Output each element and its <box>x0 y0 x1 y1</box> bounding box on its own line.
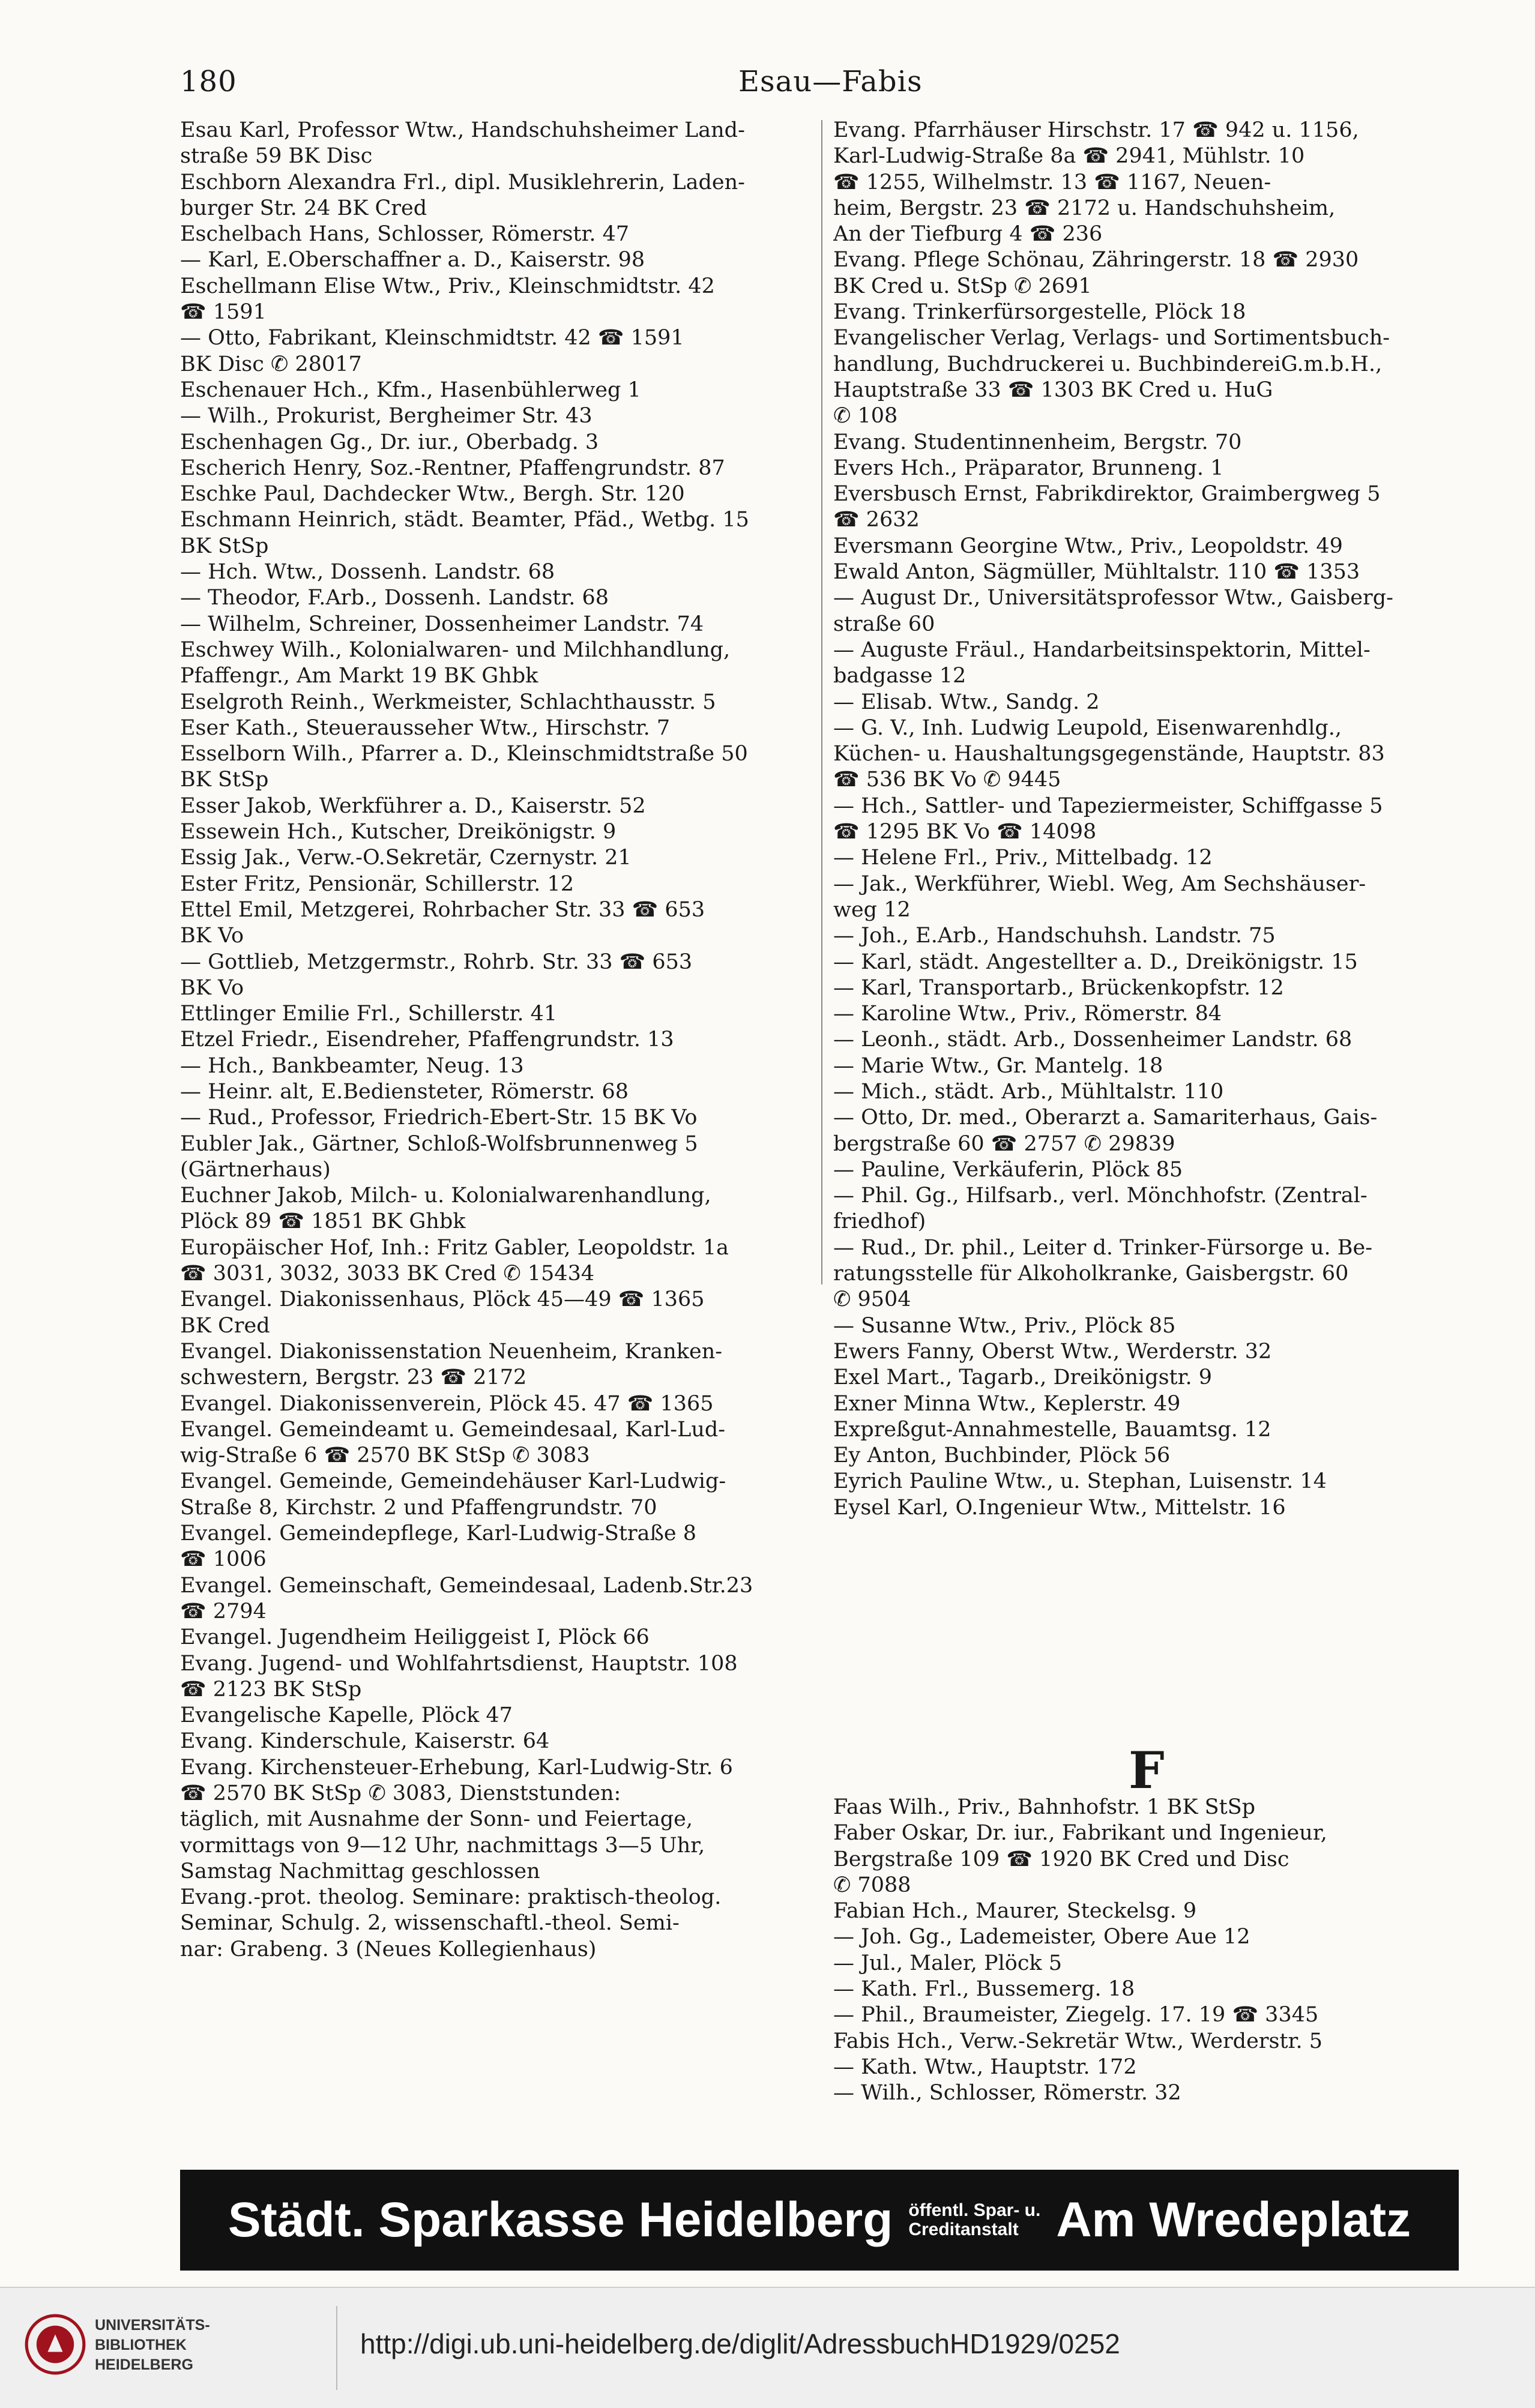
right-column-entry: bergstraße 60 ☎ 2757 ✆ 29839 <box>833 1131 1175 1156</box>
logo-text <box>95 2316 210 2375</box>
f-section-entry: — Jul., Maler, Plöck 5 <box>833 1951 1063 1975</box>
left-column-entry: Eser Kath., Steuerausseher Wtw., Hirschstr. 7 <box>180 715 671 740</box>
left-column-entry: BK Disc ✆ 28017 <box>180 352 362 376</box>
left-column-entry: — Wilhelm, Schreiner, Dossenheimer Landstr. 74 <box>180 612 704 636</box>
column-divider <box>821 120 822 1284</box>
left-column-entry: Plöck 89 ☎ 1851 BK Ghbk <box>180 1209 466 1234</box>
right-column-entry: Ey Anton, Buchbinder, Plöck 56 <box>833 1443 1171 1468</box>
left-column-entry: BK Vo <box>180 924 244 948</box>
left-column-entry: burger Str. 24 BK Cred <box>180 196 427 220</box>
left-column-entry: BK StSp <box>180 768 269 792</box>
right-column-entry: ☎ 2632 <box>833 508 920 532</box>
right-column-entry: — August Dr., Universitätsprofessor Wtw., Gaisberg- <box>833 586 1393 610</box>
advertisement-banner <box>180 2170 1459 2271</box>
left-column-entry: (Gärtnerhaus) <box>180 1157 331 1182</box>
left-column-entry: Ester Fritz, Pensionär, Schillerstr. 12 <box>180 871 574 896</box>
banner-address: Am Wredeplatz <box>1056 2193 1411 2247</box>
right-column-entry: weg 12 <box>833 897 911 922</box>
right-column-entry: — Pauline, Verkäuferin, Plöck 85 <box>833 1157 1183 1182</box>
f-section-entry: — Joh. Gg., Lademeister, Obere Aue 12 <box>833 1925 1250 1949</box>
left-column-entry: Essig Jak., Verw.-O.Sekretär, Czernystr. 21 <box>180 846 632 870</box>
banner-sub-line-1: öffentl. Spar- u. <box>908 2200 1041 2220</box>
left-column-entry: Eschwey Wilh., Kolonialwaren- und Milchhandlung, <box>180 637 731 662</box>
left-column-entry: BK StSp <box>180 534 269 558</box>
right-column-entry: ✆ 108 <box>833 404 898 429</box>
left-column-entry: Ettlinger Emilie Frl., Schillerstr. 41 <box>180 1002 558 1026</box>
left-column-entry: vormittags von 9—12 Uhr, nachmittags 3—5 Uhr, <box>180 1833 705 1858</box>
left-column-entry: Ettel Emil, Metzgerei, Rohrbacher Str. 33 ☎ 653 <box>180 897 705 922</box>
right-column-entry: Küchen- u. Haushaltungsgegenstände, Hauptstr. 83 <box>833 742 1385 766</box>
f-section-entry: Faber Oskar, Dr. iur., Fabrikant und Ingenieur, <box>833 1821 1327 1846</box>
right-column-entry: — Jak., Werkführer, Wiebl. Weg, Am Sechshäuser- <box>833 871 1366 896</box>
f-section-entry: — Phil., Braumeister, Ziegelg. 17. 19 ☎ 3345 <box>833 2003 1319 2027</box>
left-column-entry: Eschke Paul, Dachdecker Wtw., Bergh. Str. 120 <box>180 482 685 507</box>
right-column-entry: — Karoline Wtw., Priv., Römerstr. 84 <box>833 1002 1222 1026</box>
right-column-entry: — G. V., Inh. Ludwig Leupold, Eisenwarenhdlg., <box>833 715 1342 740</box>
left-column-entry: Eschenauer Hch., Kfm., Hasenbühlerweg 1 <box>180 378 641 402</box>
left-column-entry: Pfaffengr., Am Markt 19 BK Ghbk <box>180 664 538 688</box>
right-column-entry: Evang. Studentinnenheim, Bergstr. 70 <box>833 430 1242 454</box>
right-column-entry: Evers Hch., Präparator, Brunneng. 1 <box>833 456 1224 480</box>
left-column-entry: Evangel. Gemeinschaft, Gemeindesaal, Ladenb.Str.23 <box>180 1573 753 1598</box>
right-column-entry: Exner Minna Wtw., Keplerstr. 49 <box>833 1391 1181 1416</box>
left-column-entry: BK Cred <box>180 1313 270 1338</box>
left-column-entry: Evangel. Diakonissenhaus, Plöck 45—49 ☎ 1365 <box>180 1287 705 1312</box>
left-column-entry: Eselgroth Reinh., Werkmeister, Schlachthausstr. 5 <box>180 690 716 714</box>
left-column-entry: Eschenhagen Gg., Dr. iur., Oberbadg. 3 <box>180 430 599 454</box>
footer-divider <box>336 2306 337 2390</box>
right-column-entry: friedhof) <box>833 1209 926 1234</box>
logo-line-3: HEIDELBERG <box>95 2356 193 2373</box>
left-column-entry: Seminar, Schulg. 2, wissenschaftl.-theol. Semi- <box>180 1911 680 1936</box>
left-column-entry: Evangel. Diakonissenverein, Plöck 45. 47 ☎ 1365 <box>180 1391 714 1416</box>
left-column-entry: Evang. Kirchensteuer-Erhebung, Karl-Ludwig-Str. 6 <box>180 1755 733 1780</box>
university-library-logo-icon <box>24 2313 86 2376</box>
left-column-entry: Esau Karl, Professor Wtw., Handschuhsheimer Land- <box>180 118 745 142</box>
right-column-entry: Evang. Pflege Schönau, Zähringerstr. 18 ☎ 2930 <box>833 248 1359 272</box>
library-footer <box>0 2287 1535 2408</box>
right-column-entry: — Rud., Dr. phil., Leiter d. Trinker-Fürsorge u. Be- <box>833 1235 1373 1260</box>
left-column-entry: — Heinr. alt, E.Bediensteter, Römerstr. 68 <box>180 1079 629 1104</box>
left-column-entry: Evangel. Gemeindepflege, Karl-Ludwig-Straße 8 <box>180 1522 697 1546</box>
right-column-entry: — Karl, Transportarb., Brückenkopfstr. 12 <box>833 975 1284 1000</box>
right-column-entry: — Helene Frl., Priv., Mittelbadg. 12 <box>833 846 1213 870</box>
right-column-entry: Eversmann Georgine Wtw., Priv., Leopoldstr. 49 <box>833 534 1343 558</box>
left-column-entry: Evangelische Kapelle, Plöck 47 <box>180 1703 513 1728</box>
right-column-entry: Ewald Anton, Sägmüller, Mühltalstr. 110 ☎ 1353 <box>833 560 1360 585</box>
right-column-entry: An der Tiefburg 4 ☎ 236 <box>833 222 1103 247</box>
left-column-entry: Eubler Jak., Gärtner, Schloß-Wolfsbrunnenweg 5 <box>180 1131 698 1156</box>
right-column-entry: ✆ 9504 <box>833 1287 911 1312</box>
right-column-entry: Evang. Pfarrhäuser Hirschstr. 17 ☎ 942 u. 1156, <box>833 118 1359 142</box>
right-column-entry: — Susanne Wtw., Priv., Plöck 85 <box>833 1313 1176 1338</box>
left-column-entry: täglich, mit Ausnahme der Sonn- und Feiertage, <box>180 1807 693 1832</box>
left-column-entry: — Otto, Fabrikant, Kleinschmidtstr. 42 ☎ 1591 <box>180 326 684 351</box>
logo-line-1: UNIVERSITÄTS- <box>95 2317 210 2334</box>
left-column-entry: Evangel. Gemeindeamt u. Gemeindesaal, Karl-Lud- <box>180 1417 726 1442</box>
left-column-entry: Evangel. Diakonissenstation Neuenheim, Kranken- <box>180 1339 723 1364</box>
left-column-entry: — Hch., Bankbeamter, Neug. 13 <box>180 1053 524 1078</box>
left-column-entry: ☎ 3031, 3032, 3033 BK Cred ✆ 15434 <box>180 1262 595 1286</box>
left-column-entry: Eschborn Alexandra Frl., dipl. Musiklehrerin, Laden- <box>180 170 745 194</box>
right-column-entry: Expreßgut-Annahmestelle, Bauamtsg. 12 <box>833 1417 1271 1442</box>
running-title: Esau—Fabis <box>738 65 923 98</box>
right-column-entry: BK Cred u. StSp ✆ 2691 <box>833 274 1092 298</box>
left-column-entry: straße 59 BK Disc <box>180 144 373 169</box>
right-column-entry: Evang. Trinkerfürsorgestelle, Plöck 18 <box>833 300 1246 325</box>
left-column-entry: wig-Straße 6 ☎ 2570 BK StSp ✆ 3083 <box>180 1443 590 1468</box>
right-column-entry: — Leonh., städt. Arb., Dossenheimer Landstr. 68 <box>833 1028 1353 1052</box>
right-column-entry: straße 60 <box>833 612 935 636</box>
right-column-entry: — Otto, Dr. med., Oberarzt a. Samariterhaus, Gais- <box>833 1106 1378 1130</box>
right-column <box>833 118 1479 1521</box>
f-section-entry: Faas Wilh., Priv., Bahnhofstr. 1 BK StSp <box>833 1795 1256 1819</box>
left-column-entry: — Theodor, F.Arb., Dossenh. Landstr. 68 <box>180 586 609 610</box>
right-column-entry: — Mich., städt. Arb., Mühltalstr. 110 <box>833 1079 1224 1104</box>
right-column-entry: — Marie Wtw., Gr. Mantelg. 18 <box>833 1053 1163 1078</box>
right-column-entry: — Phil. Gg., Hilfsarb., verl. Mönchhofstr. (Zentral- <box>833 1184 1368 1208</box>
page-number: 180 <box>180 65 237 98</box>
left-column-entry: — Gottlieb, Metzgermstr., Rohrb. Str. 33 ☎ 653 <box>180 950 693 974</box>
banner-name: Städt. Sparkasse Heidelberg <box>228 2193 893 2247</box>
source-url-link[interactable]: http://digi.ub.uni-heidelberg.de/diglit/AdressbuchHD1929/0252 <box>360 2328 1120 2359</box>
left-column-entry: Evangel. Jugendheim Heiliggeist I, Plöck 66 <box>180 1625 650 1650</box>
left-column-entry: Essewein Hch., Kutscher, Dreikönigstr. 9 <box>180 820 617 844</box>
left-column-entry: ☎ 2570 BK StSp ✆ 3083, Dienststunden: <box>180 1781 621 1805</box>
right-column-entry: Exel Mart., Tagarb., Dreikönigstr. 9 <box>833 1365 1213 1390</box>
f-section-entry: — Kath. Frl., Bussemerg. 18 <box>833 1977 1135 2002</box>
left-column-entry: — Hch. Wtw., Dossenh. Landstr. 68 <box>180 560 555 585</box>
left-column-entry: nar: Grabeng. 3 (Neues Kollegienhaus) <box>180 1937 597 1961</box>
right-column-entry: Hauptstraße 33 ☎ 1303 BK Cred u. HuG <box>833 378 1273 402</box>
left-column-entry: ☎ 1591 <box>180 300 267 325</box>
left-column-entry: Evangel. Gemeinde, Gemeindehäuser Karl-Ludwig- <box>180 1469 726 1494</box>
right-column-entry: — Elisab. Wtw., Sandg. 2 <box>833 690 1100 714</box>
left-column-entry: Euchner Jakob, Milch- u. Kolonialwarenhandlung, <box>180 1184 711 1208</box>
right-column-entry: Eysel Karl, O.Ingenieur Wtw., Mittelstr. 16 <box>833 1495 1286 1520</box>
section-letter: F <box>1129 1741 1165 1800</box>
left-column-entry: Eschelbach Hans, Schlosser, Römerstr. 47 <box>180 222 630 247</box>
right-column-entry: ☎ 1255, Wilhelmstr. 13 ☎ 1167, Neuen- <box>833 170 1271 194</box>
left-column-entry: Europäischer Hof, Inh.: Fritz Gabler, Leopoldstr. 1a <box>180 1235 729 1260</box>
right-column-entry: — Auguste Fräul., Handarbeitsinspektorin, Mittel- <box>833 637 1371 662</box>
right-column-entry: Eversbusch Ernst, Fabrikdirektor, Graimbergweg 5 <box>833 482 1381 507</box>
banner-sub-line-2: Creditanstalt <box>908 2220 1019 2239</box>
left-column-entry: Evang. Jugend- und Wohlfahrtsdienst, Hauptstr. 108 <box>180 1651 738 1676</box>
right-column-entry: ☎ 536 BK Vo ✆ 9445 <box>833 768 1061 792</box>
right-column-entry: — Hch., Sattler- und Tapeziermeister, Schiffgasse 5 <box>833 793 1383 818</box>
f-section-entry: Bergstraße 109 ☎ 1920 BK Cred und Disc <box>833 1847 1289 1871</box>
left-column <box>180 118 809 1963</box>
right-column-entry: Karl-Ludwig-Straße 8a ☎ 2941, Mühlstr. 10 <box>833 144 1305 169</box>
f-section-entry: ✆ 7088 <box>833 1873 911 1897</box>
right-column-entry: ratungsstelle für Alkoholkranke, Gaisbergstr. 60 <box>833 1262 1349 1286</box>
right-column-entry: ☎ 1295 BK Vo ☎ 14098 <box>833 820 1097 844</box>
right-column-entry: badgasse 12 <box>833 664 967 688</box>
right-column-entry: Eyrich Pauline Wtw., u. Stephan, Luisenstr. 14 <box>833 1469 1327 1494</box>
right-column-entry: Ewers Fanny, Oberst Wtw., Werderstr. 32 <box>833 1339 1272 1364</box>
left-column-entry: Samstag Nachmittag geschlossen <box>180 1859 540 1883</box>
f-section-entry: Fabian Hch., Maurer, Steckelsg. 9 <box>833 1899 1197 1924</box>
left-column-entry: BK Vo <box>180 975 244 1000</box>
right-column-entry: heim, Bergstr. 23 ☎ 2172 u. Handschuhsheim, <box>833 196 1336 220</box>
left-column-entry: — Rud., Professor, Friedrich-Ebert-Str. 15 BK Vo <box>180 1106 698 1130</box>
f-section-entry: — Wilh., Schlosser, Römerstr. 32 <box>833 2081 1181 2105</box>
right-column-entry: Evangelischer Verlag, Verlags- und Sortimentsbuch- <box>833 326 1390 351</box>
left-column-entry: Eschellmann Elise Wtw., Priv., Kleinschmidtstr. 42 <box>180 274 715 298</box>
left-column-entry: Straße 8, Kirchstr. 2 und Pfaffengrundstr. 70 <box>180 1495 657 1520</box>
left-column-entry: Evang. Kinderschule, Kaiserstr. 64 <box>180 1729 550 1754</box>
right-column-entry: — Joh., E.Arb., Handschuhsh. Landstr. 75 <box>833 924 1276 948</box>
logo-line-2: BIBLIOTHEK <box>95 2337 187 2353</box>
left-column-entry: — Wilh., Prokurist, Bergheimer Str. 43 <box>180 404 593 429</box>
banner-subtitle <box>908 2201 1040 2239</box>
left-column-entry: — Karl, E.Oberschaffner a. D., Kaiserstr. 98 <box>180 248 645 272</box>
f-section-entry: — Kath. Wtw., Hauptstr. 172 <box>833 2054 1137 2079</box>
left-column-entry: Etzel Friedr., Eisendreher, Pfaffengrundstr. 13 <box>180 1028 674 1052</box>
left-column-entry: Esser Jakob, Werkführer a. D., Kaiserstr. 52 <box>180 793 646 818</box>
left-column-entry: Evang.-prot. theolog. Seminare: praktisch-theolog. <box>180 1885 722 1910</box>
right-column-entry: handlung, Buchdruckerei u. BuchbindereiG.m.b.H., <box>833 352 1383 376</box>
f-section-entry: Fabis Hch., Verw.-Sekretär Wtw., Werderstr. 5 <box>833 2029 1322 2053</box>
left-column-entry: ☎ 2123 BK StSp <box>180 1677 362 1702</box>
left-column-entry: Escherich Henry, Soz.-Rentner, Pfaffengrundstr. 87 <box>180 456 725 480</box>
left-column-entry: Esselborn Wilh., Pfarrer a. D., Kleinschmidtstraße 50 <box>180 742 748 766</box>
left-column-entry: Eschmann Heinrich, städt. Beamter, Pfäd., Wetbg. 15 <box>180 508 749 532</box>
left-column-entry: ☎ 1006 <box>180 1547 267 1572</box>
right-column-entry: — Karl, städt. Angestellter a. D., Dreikönigstr. 15 <box>833 950 1358 974</box>
right-column-f-section <box>833 1795 1479 2107</box>
left-column-entry: schwestern, Bergstr. 23 ☎ 2172 <box>180 1365 527 1390</box>
left-column-entry: ☎ 2794 <box>180 1599 267 1624</box>
